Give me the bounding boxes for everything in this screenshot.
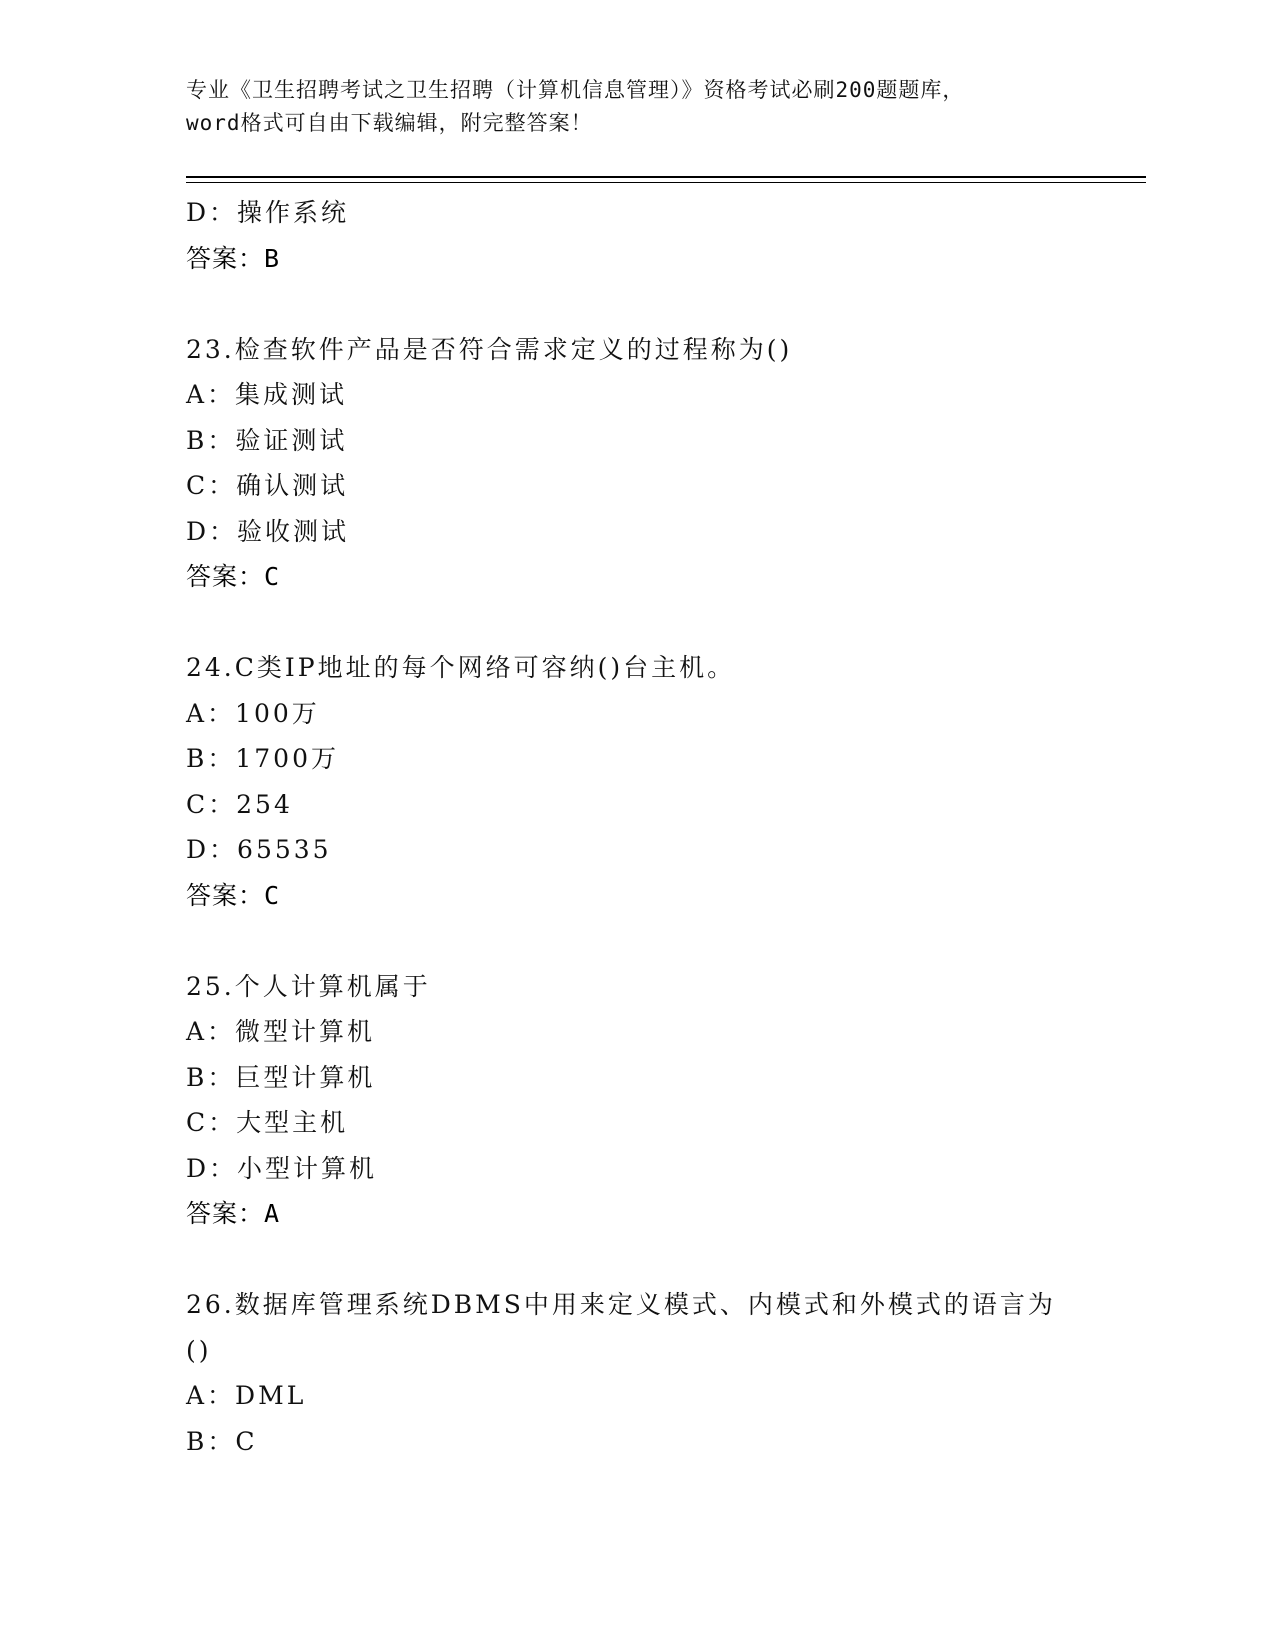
prev-answer	[186, 236, 1146, 282]
option-d: D：验收测试	[186, 516, 350, 546]
option-b: B：巨型计算机	[186, 1062, 376, 1092]
answer	[186, 554, 1146, 600]
prev-option-d: D：操作系统	[186, 198, 350, 227]
answer-value: C	[264, 562, 281, 591]
question-stem: 25.个人计算机属于	[186, 971, 431, 1001]
question-stem: 26.数据库管理系统DBMS中用来定义模式、内模式和外模式的语言为	[186, 1290, 1056, 1319]
answer-value: A	[264, 1199, 281, 1228]
answer-label: 答案：	[186, 243, 265, 273]
answer-label: 答案：	[186, 1199, 265, 1228]
header-line-2: word格式可自由下载编辑，附完整答案！	[186, 111, 593, 135]
header-rule-thin	[186, 182, 1146, 183]
header-line-1: 专业《卫生招聘考试之卫生招聘（计算机信息管理）》资格考试必刷200题题库，	[186, 78, 965, 102]
option-a: A：集成测试	[186, 380, 348, 409]
answer-label: 答案：	[186, 880, 265, 910]
answer	[186, 1191, 1146, 1237]
option-d: D：65535	[186, 835, 332, 864]
option-a: A：微型计算机	[186, 1017, 376, 1046]
question-23	[186, 327, 1146, 600]
answer-value: C	[264, 880, 281, 910]
option-a: A：100万	[186, 698, 320, 728]
question-stem: 23.检查软件产品是否符合需求定义的过程称为()	[186, 334, 793, 364]
question-list	[186, 190, 1146, 1464]
option-b: B：验证测试	[186, 425, 348, 455]
option-b: B：C	[186, 1426, 258, 1456]
option-c: C：254	[186, 789, 293, 819]
document-header	[186, 74, 1086, 140]
option-d: D：小型计算机	[186, 1153, 378, 1183]
option-a: A：DML	[186, 1381, 307, 1410]
question-stem-continued: ()	[186, 1335, 212, 1365]
question-24	[186, 645, 1146, 918]
question-26	[186, 1282, 1146, 1464]
answer-value: B	[264, 243, 281, 273]
question-stem: 24.C类IP地址的每个网络可容纳()台主机。	[186, 653, 736, 682]
answer-label: 答案：	[186, 562, 265, 591]
header-rule-thick	[186, 176, 1146, 178]
option-c: C：确认测试	[186, 471, 349, 500]
option-c: C：大型主机	[186, 1108, 349, 1137]
option-b: B：1700万	[186, 744, 339, 773]
answer	[186, 873, 1146, 919]
question-25	[186, 964, 1146, 1237]
